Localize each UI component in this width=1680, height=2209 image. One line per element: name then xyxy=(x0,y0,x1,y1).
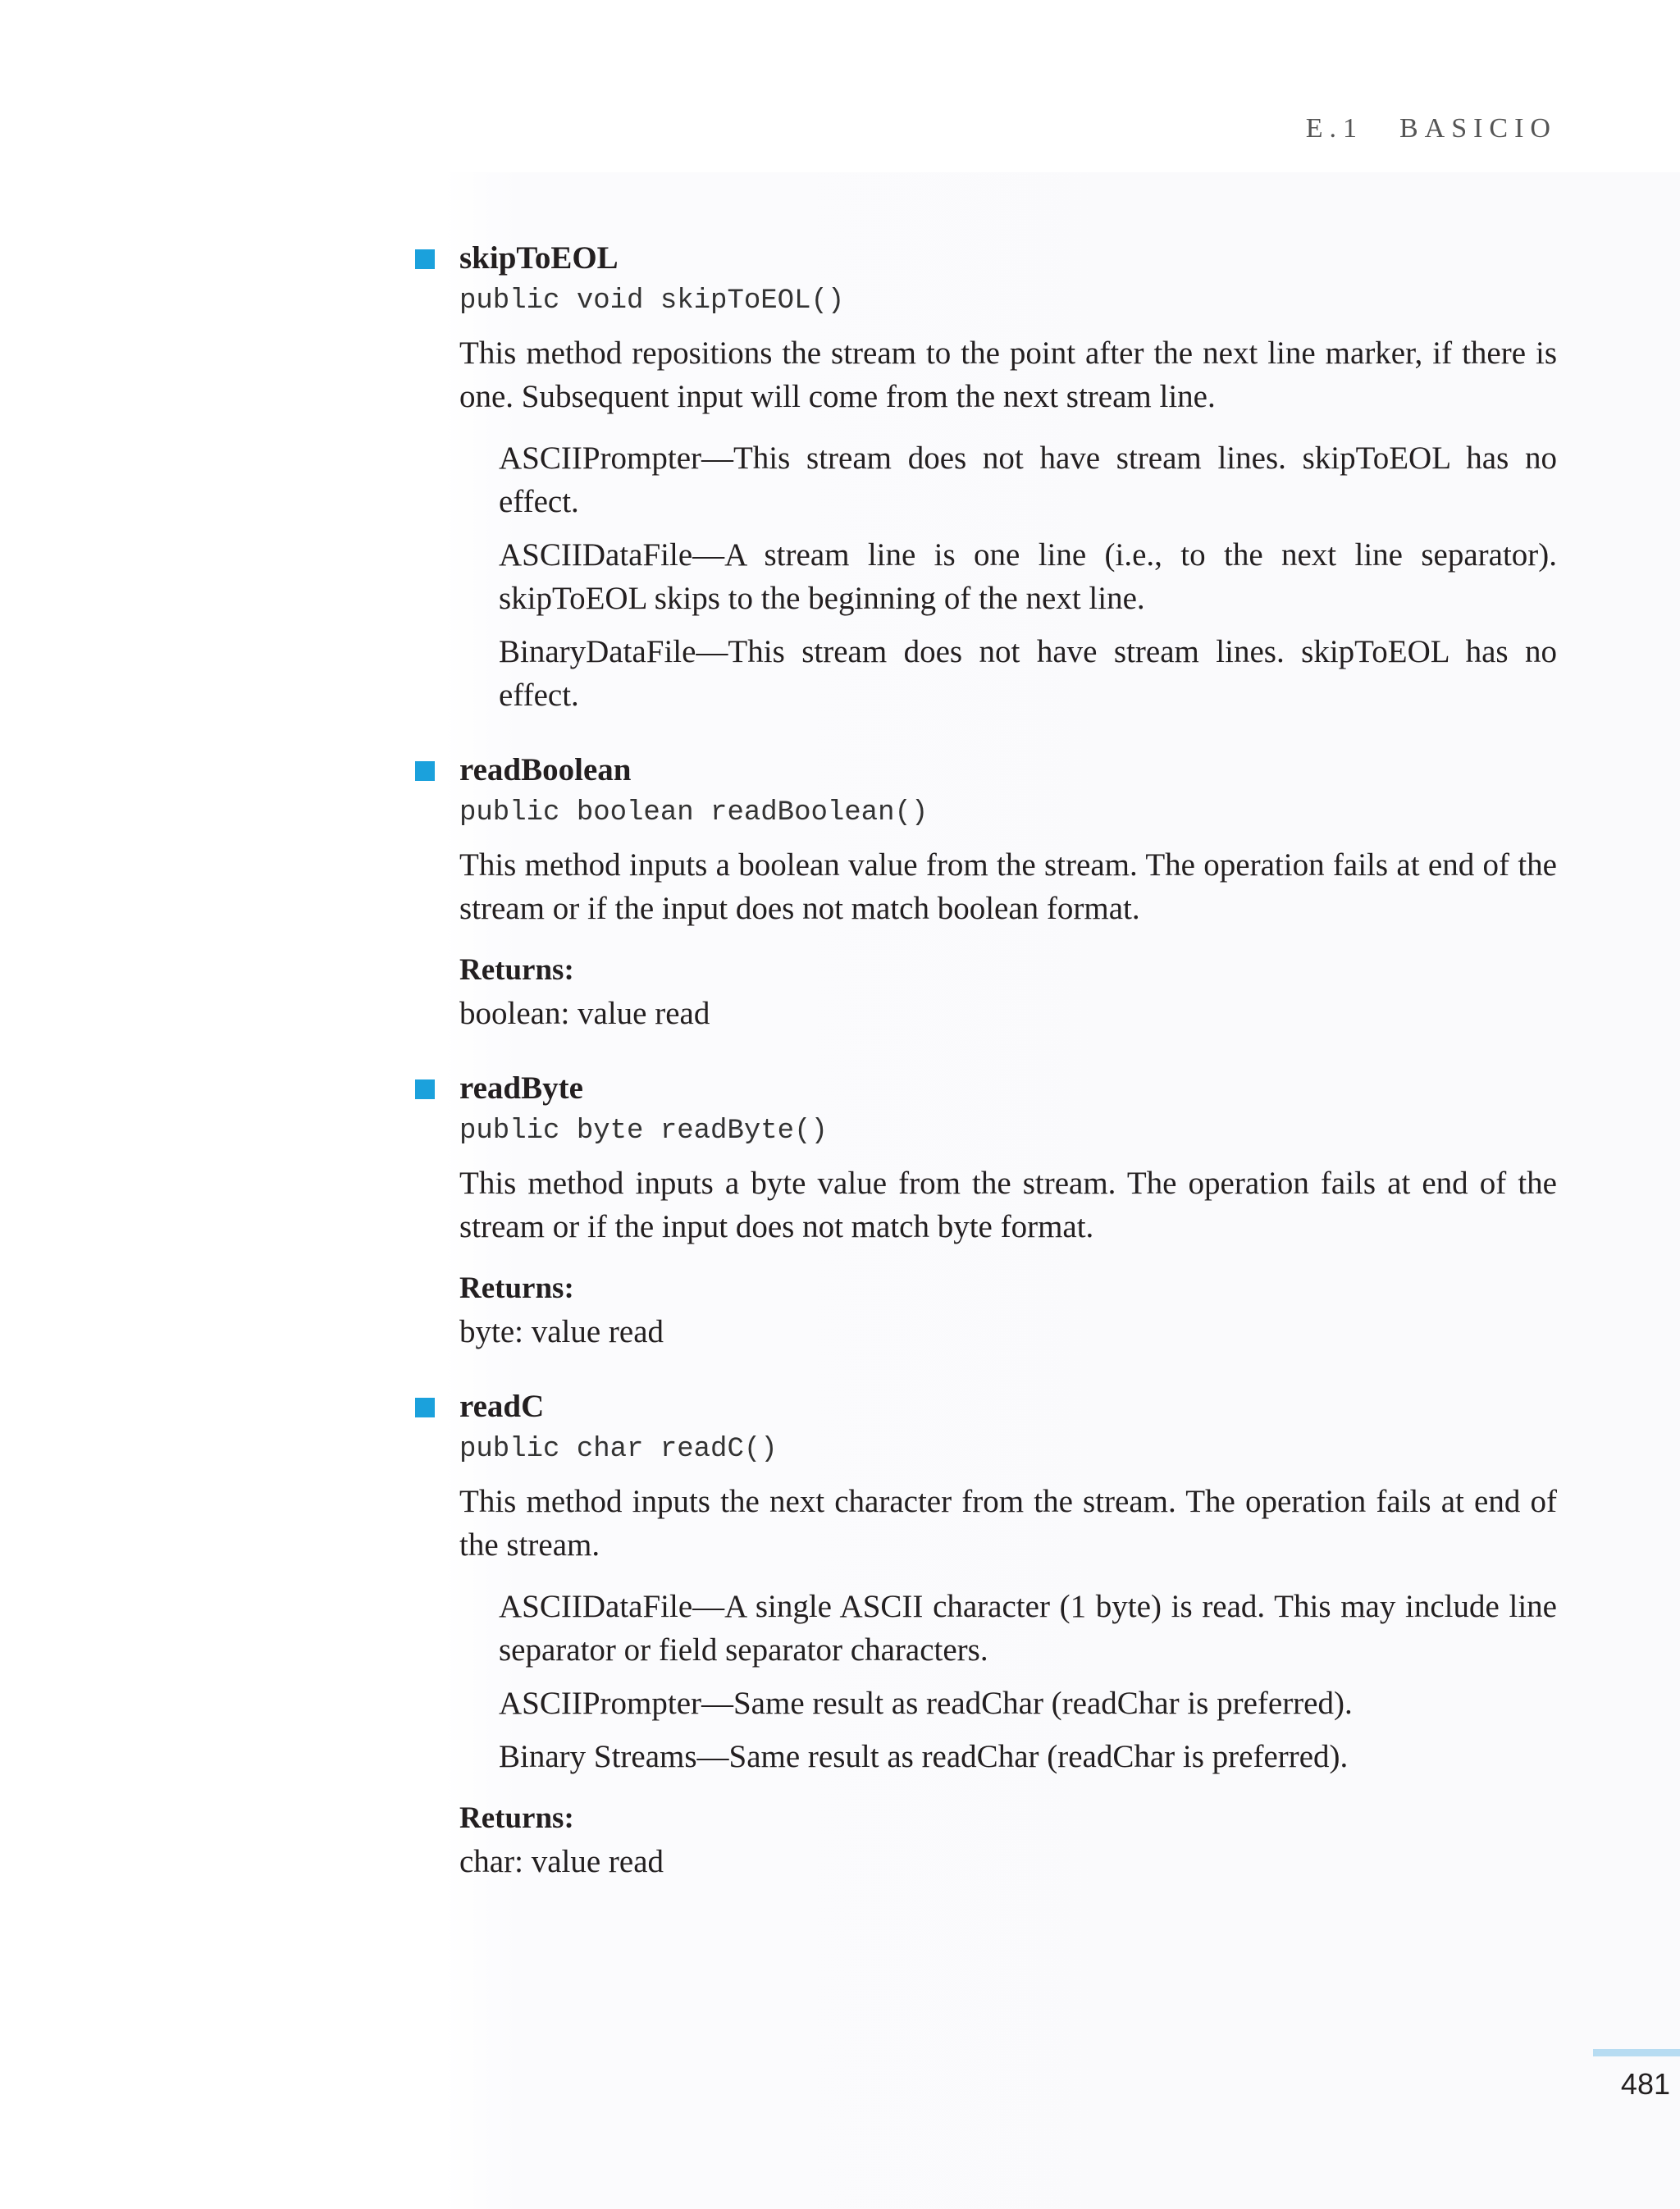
section-number: E.1 xyxy=(1305,113,1363,144)
method-name: readC xyxy=(459,1389,545,1424)
running-head xyxy=(1306,113,1557,144)
returns-block xyxy=(459,1796,1557,1883)
page-number-bar xyxy=(1593,2049,1680,2056)
method-signature: public byte readByte() xyxy=(459,1116,828,1147)
returns-block xyxy=(459,1267,1557,1353)
returns-value: boolean: value read xyxy=(459,996,710,1031)
method-description: This method inputs a boolean value from the stream. The operation fails at end of the stream or if the input does not match boolean format. xyxy=(459,847,1557,926)
method-name: skipToEOL xyxy=(459,240,619,276)
method-entry-readboolean xyxy=(417,750,1557,1035)
method-list xyxy=(417,238,1557,1916)
method-entry-readbyte xyxy=(417,1068,1557,1353)
square-bullet-icon xyxy=(415,249,435,269)
method-entry-skiptoeol xyxy=(417,238,1557,717)
stream-notes xyxy=(499,1585,1557,1778)
square-bullet-icon xyxy=(415,761,435,781)
method-description: This method repositions the stream to the point after the next line marker, if there is one. Subsequent input will come from the next stream line. xyxy=(459,335,1557,414)
square-bullet-icon xyxy=(415,1079,435,1099)
method-name: readBoolean xyxy=(459,752,632,787)
section-title: BASICIO xyxy=(1399,113,1557,144)
returns-label: Returns: xyxy=(459,1801,574,1835)
stream-note: ASCIIPrompter—This stream does not have stream lines. skipToEOL has no effect. xyxy=(499,440,1557,519)
returns-label: Returns: xyxy=(459,1271,574,1305)
returns-value: char: value read xyxy=(459,1844,664,1879)
stream-note: BinaryDataFile—This stream does not have stream lines. skipToEOL has no effect. xyxy=(499,634,1557,713)
stream-note: ASCIIPrompter—Same result as readChar (readChar is preferred). xyxy=(499,1686,1353,1721)
returns-block xyxy=(459,948,1557,1035)
method-name: readByte xyxy=(459,1070,583,1106)
returns-value: byte: value read xyxy=(459,1314,664,1349)
method-signature: public void skipToEOL() xyxy=(459,285,845,317)
returns-label: Returns: xyxy=(459,953,574,987)
stream-note: ASCIIDataFile—A stream line is one line (i.e., to the next line separator). skipToEOL skips to the beginning of the next line. xyxy=(499,537,1557,616)
method-signature: public boolean readBoolean() xyxy=(459,797,929,828)
method-signature: public char readC() xyxy=(459,1434,778,1465)
stream-notes xyxy=(499,436,1557,717)
square-bullet-icon xyxy=(415,1398,435,1417)
method-description: This method inputs the next character from the stream. The operation fails at end of the stream. xyxy=(459,1484,1557,1563)
stream-note: Binary Streams—Same result as readChar (readChar is preferred). xyxy=(499,1739,1349,1774)
method-description: This method inputs a byte value from the stream. The operation fails at end of the stream or if the input does not match byte format. xyxy=(459,1166,1557,1244)
page-number: 481 xyxy=(1620,2067,1670,2101)
stream-note: ASCIIDataFile—A single ASCII character (1 byte) is read. This may include line separator or field separator characters. xyxy=(499,1589,1557,1668)
method-entry-readc xyxy=(417,1386,1557,1883)
